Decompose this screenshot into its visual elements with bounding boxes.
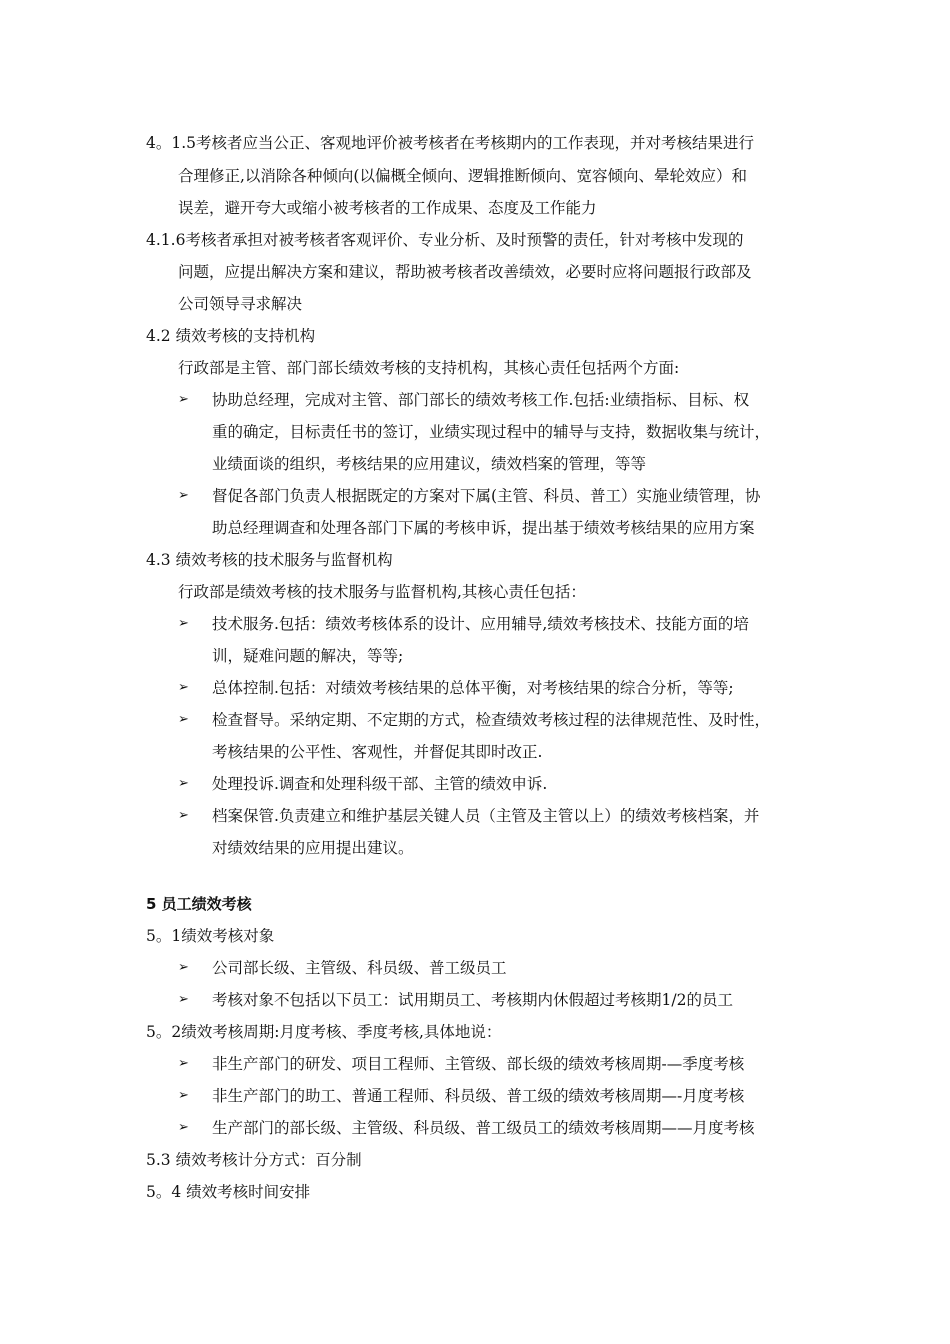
arrowhead-bullet-icon: ➢ xyxy=(178,992,189,1007)
text-line: 行政部是绩效考核的技术服务与监督机构,其核心责任包括： xyxy=(178,583,586,601)
section-heading: 5。1绩效考核对象 xyxy=(146,927,275,945)
arrowhead-bullet-icon: ➢ xyxy=(178,776,189,791)
list-item-text: 技术服务.包括：绩效考核体系的设计、应用辅导,绩效考核技术、技能方面的培 xyxy=(212,615,749,633)
list-item-text: 非生产部门的助工、普通工程师、科员级、普工级的绩效考核周期—-月度考核 xyxy=(212,1087,745,1105)
list-item-text: 总体控制.包括：对绩效考核结果的总体平衡，对考核结果的综合分析，等等; xyxy=(212,679,734,697)
list-item-text: 生产部门的部长级、主管级、科员级、普工级员工的绩效考核周期——月度考核 xyxy=(212,1119,755,1137)
list-item-text: 检查督导。采纳定期、不定期的方式，检查绩效考核过程的法律规范性、及时性， xyxy=(212,711,771,729)
section-heading: 5.3 绩效考核计分方式：百分制 xyxy=(146,1151,362,1169)
section-heading: 4.2 绩效考核的支持机构 xyxy=(146,327,316,345)
text-line: 公司领导寻求解决 xyxy=(178,295,303,313)
text-line: 4.1.6考核者承担对被考核者客观评价、专业分析、及时预警的责任，针对考核中发现的 xyxy=(146,231,744,249)
arrowhead-bullet-icon: ➢ xyxy=(178,392,189,407)
text-line: 误差，避开夸大或缩小被考核者的工作成果、态度及工作能力 xyxy=(178,199,597,217)
arrowhead-bullet-icon: ➢ xyxy=(178,616,189,631)
text-line: 合理修正,以消除各种倾向(以偏概全倾向、逻辑推断倾向、宽容倾向、晕轮效应）和 xyxy=(178,167,747,185)
list-item-text: 督促各部门负责人根据既定的方案对下属(主管、科员、普工）实施业绩管理，协 xyxy=(212,487,761,505)
arrowhead-bullet-icon: ➢ xyxy=(178,1056,189,1071)
list-item-text: 业绩面谈的组织，考核结果的应用建议，绩效档案的管理，等等 xyxy=(212,455,647,473)
arrowhead-bullet-icon: ➢ xyxy=(178,488,189,503)
list-item-text: 非生产部门的研发、项目工程师、主管级、部长级的绩效考核周期-—季度考核 xyxy=(212,1055,745,1073)
list-item-text: 对绩效结果的应用提出建议。 xyxy=(212,839,414,857)
list-item-text: 训，疑难问题的解决，等等; xyxy=(212,647,404,665)
list-item-text: 协助总经理，完成对主管、部门部长的绩效考核工作.包括:业绩指标、目标、权 xyxy=(212,391,750,409)
list-item-text: 处理投诉.调查和处理科级干部、主管的绩效申诉. xyxy=(212,775,548,793)
arrowhead-bullet-icon: ➢ xyxy=(178,808,189,823)
arrowhead-bullet-icon: ➢ xyxy=(178,1088,189,1103)
list-item-text: 考核对象不包括以下员工：试用期员工、考核期内休假超过考核期1/2的员工 xyxy=(212,991,733,1009)
arrowhead-bullet-icon: ➢ xyxy=(178,680,189,695)
text-line: 问题，应提出解决方案和建议，帮助被考核者改善绩效，必要时应将问题报行政部及 xyxy=(178,263,752,281)
text-line: 行政部是主管、部门部长绩效考核的支持机构，其核心责任包括两个方面: xyxy=(178,359,680,377)
section-heading: 5。2绩效考核周期:月度考核、季度考核,具体地说： xyxy=(146,1023,502,1041)
arrowhead-bullet-icon: ➢ xyxy=(178,960,189,975)
section-heading: 4.3 绩效考核的技术服务与监督机构 xyxy=(146,551,393,569)
list-item-text: 助总经理调查和处理各部门下属的考核申诉，提出基于绩效考核结果的应用方案 xyxy=(212,519,755,537)
section-heading: 5。4 绩效考核时间安排 xyxy=(146,1183,311,1201)
arrowhead-bullet-icon: ➢ xyxy=(178,1120,189,1135)
arrowhead-bullet-icon: ➢ xyxy=(178,712,189,727)
chapter-heading: 5 员工绩效考核 xyxy=(146,895,252,913)
list-item-text: 公司部长级、主管级、科员级、普工级员工 xyxy=(212,959,507,977)
list-item-text: 档案保管.负责建立和维护基层关键人员（主管及主管以上）的绩效考核档案，并 xyxy=(212,807,760,825)
list-item-text: 考核结果的公平性、客观性，并督促其即时改正. xyxy=(212,743,543,761)
text-line: 4。1.5考核者应当公正、客观地评价被考核者在考核期内的工作表现，并对考核结果进行 xyxy=(146,134,755,152)
list-item-text: 重的确定，目标责任书的签订，业绩实现过程中的辅导与支持，数据收集与统计， xyxy=(212,423,771,441)
